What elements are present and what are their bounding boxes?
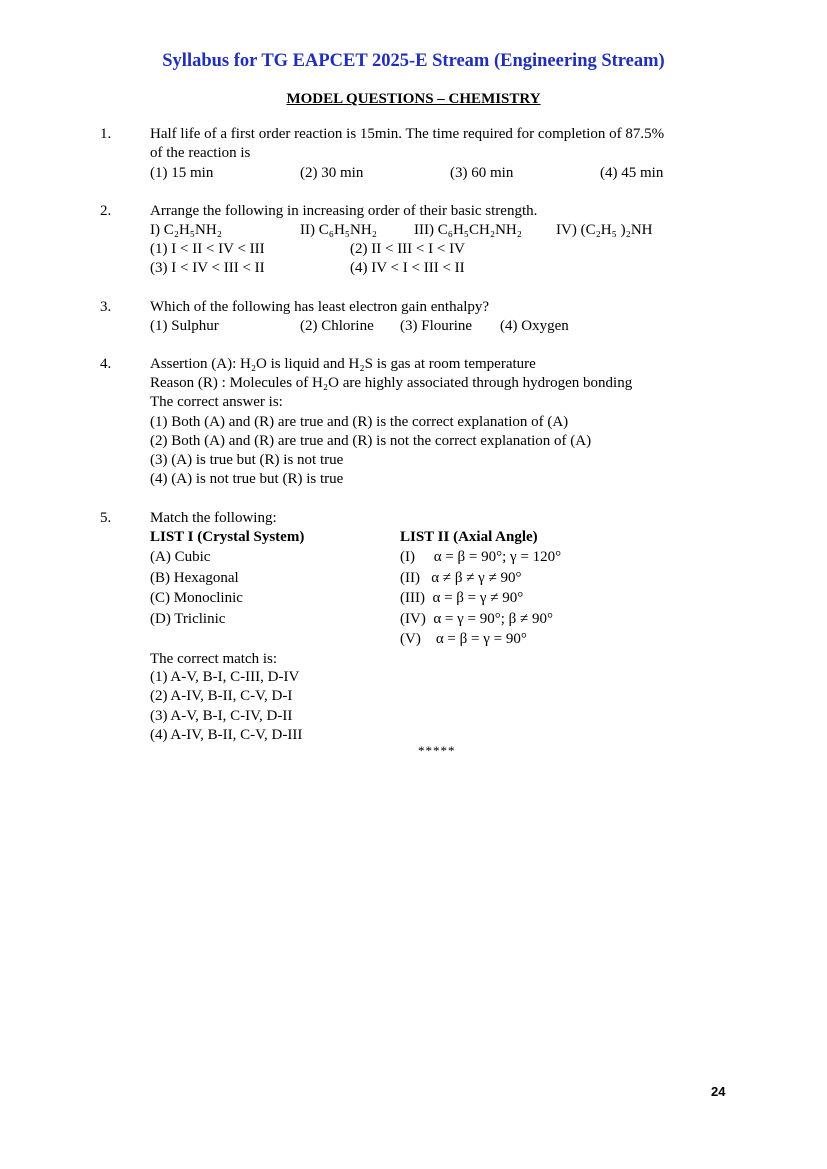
list-1-heading: LIST I (Crystal System) bbox=[150, 529, 305, 545]
reason-text: Reason (R) : Molecules of H₂O are highly associated through hydrogen bonding bbox=[150, 375, 633, 391]
question-number: 2. bbox=[100, 203, 112, 219]
option-4: (4) (A) is not true but (R) is true bbox=[150, 471, 344, 487]
list-1-item: (B) Hexagonal bbox=[150, 570, 239, 586]
compound-1: I) C₂H₅NH₂ bbox=[150, 222, 222, 238]
question-prompt: The correct answer is: bbox=[150, 394, 283, 410]
list-2-item: (III) α = β = γ ≠ 90° bbox=[400, 590, 524, 606]
question-number: 4. bbox=[100, 356, 112, 372]
option-4: (4) IV < I < III < II bbox=[350, 260, 465, 276]
option-4: (4) 45 min bbox=[600, 165, 664, 181]
list-2-item: (II) α ≠ β ≠ γ ≠ 90° bbox=[400, 570, 522, 586]
list-1-item: (D) Triclinic bbox=[150, 611, 226, 627]
option-4: (4) A-IV, B-II, C-V, D-III bbox=[150, 727, 303, 743]
option-3: (3) A-V, B-I, C-IV, D-II bbox=[150, 708, 293, 724]
list-1-item: (C) Monoclinic bbox=[150, 590, 243, 606]
option-2: (2) 30 min bbox=[300, 165, 364, 181]
compound-3: III) C₆H₅CH₂NH₂ bbox=[414, 222, 522, 238]
question-text: Which of the following has least electron gain enthalpy? bbox=[150, 299, 490, 315]
page-title: Syllabus for TG EAPCET 2025-E Stream (Engineering Stream) bbox=[162, 51, 665, 71]
question-number: 1. bbox=[100, 126, 112, 142]
compound-4: IV) (C₂H₅ )₂NH bbox=[556, 222, 653, 238]
question-number: 3. bbox=[100, 299, 112, 315]
end-of-questions-mark: ***** bbox=[418, 743, 456, 758]
option-2: (2) A-IV, B-II, C-V, D-I bbox=[150, 688, 293, 704]
question-text: Arrange the following in increasing order of their basic strength. bbox=[150, 203, 538, 219]
option-3: (3) (A) is true but (R) is not true bbox=[150, 452, 344, 468]
compound-2: II) C₆H₅NH₂ bbox=[300, 222, 377, 238]
option-4: (4) Oxygen bbox=[500, 318, 569, 334]
option-3: (3) I < IV < III < II bbox=[150, 260, 265, 276]
option-1: (1) I < II < IV < III bbox=[150, 241, 265, 257]
option-3: (3) 60 min bbox=[450, 165, 514, 181]
question-number: 5. bbox=[100, 510, 112, 526]
option-1: (1) Both (A) and (R) are true and (R) is the correct explanation of (A) bbox=[150, 414, 569, 430]
option-1: (1) A-V, B-I, C-III, D-IV bbox=[150, 669, 300, 685]
option-1: (1) 15 min bbox=[150, 165, 214, 181]
question-text: Half life of a first order reaction is 15min. The time required for completion of 87.5% bbox=[150, 126, 665, 142]
question-text: Match the following: bbox=[150, 510, 277, 526]
list-1-item: (A) Cubic bbox=[150, 549, 211, 565]
option-1: (1) Sulphur bbox=[150, 318, 219, 334]
page-number: 24 bbox=[711, 1084, 726, 1099]
question-text: of the reaction is bbox=[150, 145, 251, 161]
assertion-text: Assertion (A): H₂O is liquid and H₂S is gas at room temperature bbox=[150, 356, 536, 372]
question-prompt: The correct match is: bbox=[150, 651, 278, 667]
option-2: (2) II < III < I < IV bbox=[350, 241, 465, 257]
option-3: (3) Flourine bbox=[400, 318, 473, 334]
list-2-item: (I) α = β = 90°; γ = 120° bbox=[400, 549, 562, 565]
option-2: (2) Both (A) and (R) are true and (R) is not the correct explanation of (A) bbox=[150, 433, 592, 449]
list-2-heading: LIST II (Axial Angle) bbox=[400, 529, 538, 545]
option-2: (2) Chlorine bbox=[300, 318, 374, 334]
list-2-item: (V) α = β = γ = 90° bbox=[400, 631, 527, 647]
list-2-item: (IV) α = γ = 90°; β ≠ 90° bbox=[400, 611, 554, 627]
section-title: MODEL QUESTIONS – CHEMISTRY bbox=[286, 91, 541, 107]
